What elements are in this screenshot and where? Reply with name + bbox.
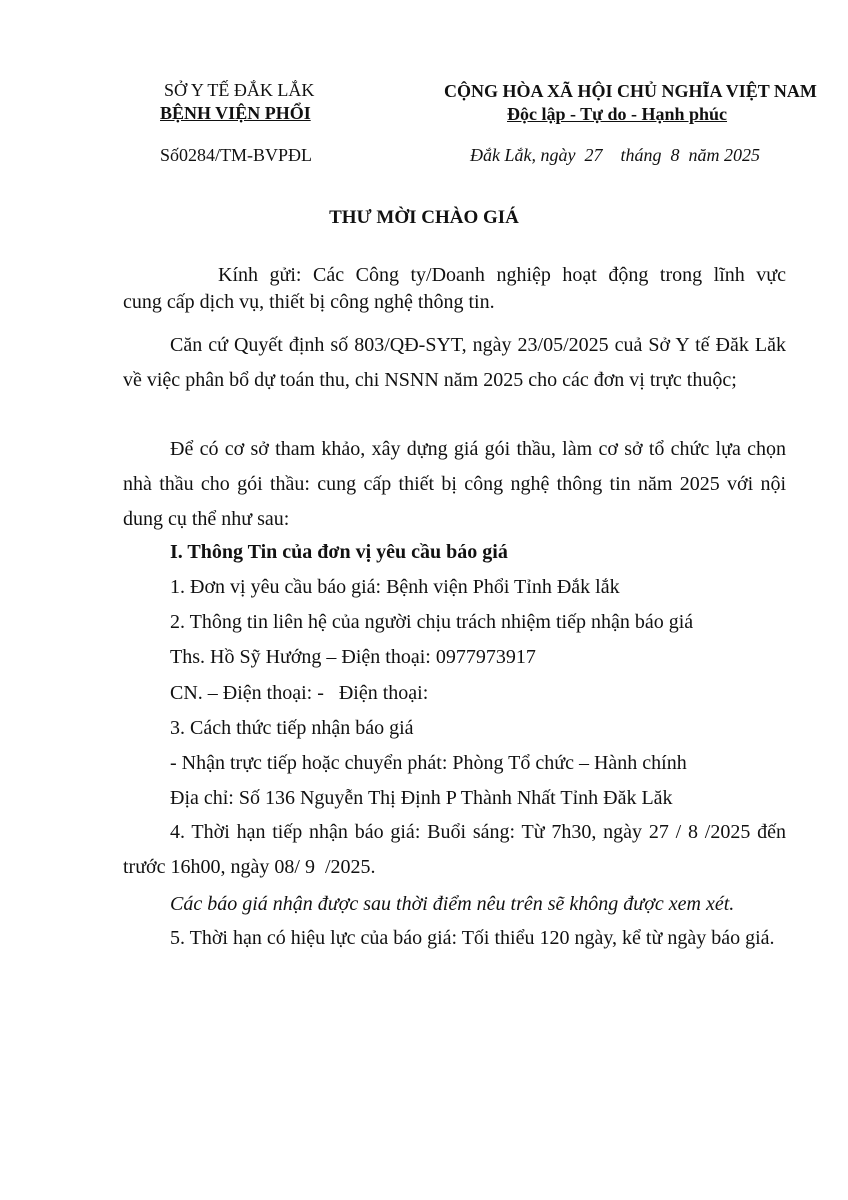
basis-paragraph: Căn cứ Quyết định số 803/QĐ-SYT, ngày 23/05/2025 cuả Sở Y tế Đăk Lăk về việc phân bổ dự toán thu, chi NSNN năm 2025 cho các đơn vị trực thuộc;: [123, 334, 786, 391]
item-4-deadline: 4. Thời hạn tiếp nhận báo giá: Buổi sáng: Từ 7h30, ngày 27 / 8 /2025 đến trước 16h00, ngày 08/ 9 /2025.: [123, 821, 791, 878]
country-name: CỘNG HÒA XÃ HỘI CHỦ NGHĨA VIỆT NAM: [444, 81, 817, 101]
national-motto: Độc lập - Tự do - Hạnh phúc: [507, 104, 728, 124]
recipient-line-2: cung cấp dịch vụ, thiết bị công nghệ thông tin.: [123, 291, 495, 313]
item-3-receiving-method: 3. Cách thức tiếp nhận báo giá: [170, 717, 414, 739]
contact-person-1: Ths. Hồ Sỹ Hướng – Điện thoại: 0977973917: [170, 646, 536, 668]
unit-name: BỆNH VIỆN PHỔI: [160, 103, 311, 123]
place-date: Đắk Lắk, ngày 27 tháng 8 năm 2025: [470, 145, 760, 165]
address: Địa chỉ: Số 136 Nguyễn Thị Định P Thành Nhất Tỉnh Đăk Lăk: [170, 787, 673, 809]
item-2-contact-info: 2. Thông tin liên hệ của người chịu trách nhiệm tiếp nhận báo giá: [170, 611, 694, 633]
document-number: Số0284/TM-BVPĐL: [160, 145, 313, 165]
recipient-line-1: Kính gửi: Các Công ty/Doanh nghiệp hoạt động trong lĩnh vực: [218, 264, 786, 286]
late-submission-note: Các báo giá nhận được sau thời điểm nêu trên sẽ không được xem xét.: [170, 893, 735, 915]
item-5-validity: 5. Thời hạn có hiệu lực của báo giá: Tối thiểu 120 ngày, kể từ ngày báo giá.: [170, 927, 775, 949]
purpose-paragraph: Để có cơ sở tham khảo, xây dựng giá gói thầu, làm cơ sở tổ chức lựa chọn nhà thầu cho gói thầu: cung cấp thiết bị công nghệ thông tin năm 2025 với nội dung cụ thể như sau:: [123, 438, 786, 530]
delivery-method: - Nhận trực tiếp hoặc chuyển phát: Phòng Tổ chức – Hành chính: [170, 752, 687, 774]
agency-name: SỞ Y TẾ ĐẮK LẮK: [164, 80, 315, 100]
document-title: THƯ MỜI CHÀO GIÁ: [329, 207, 519, 228]
section-1-heading: I. Thông Tin của đơn vị yêu cầu báo giá: [170, 541, 508, 563]
item-1-requesting-unit: 1. Đơn vị yêu cầu báo giá: Bệnh viện Phổi Tỉnh Đắk lắk: [170, 576, 620, 598]
contact-person-2: CN. – Điện thoại: - Điện thoại:: [170, 682, 429, 704]
